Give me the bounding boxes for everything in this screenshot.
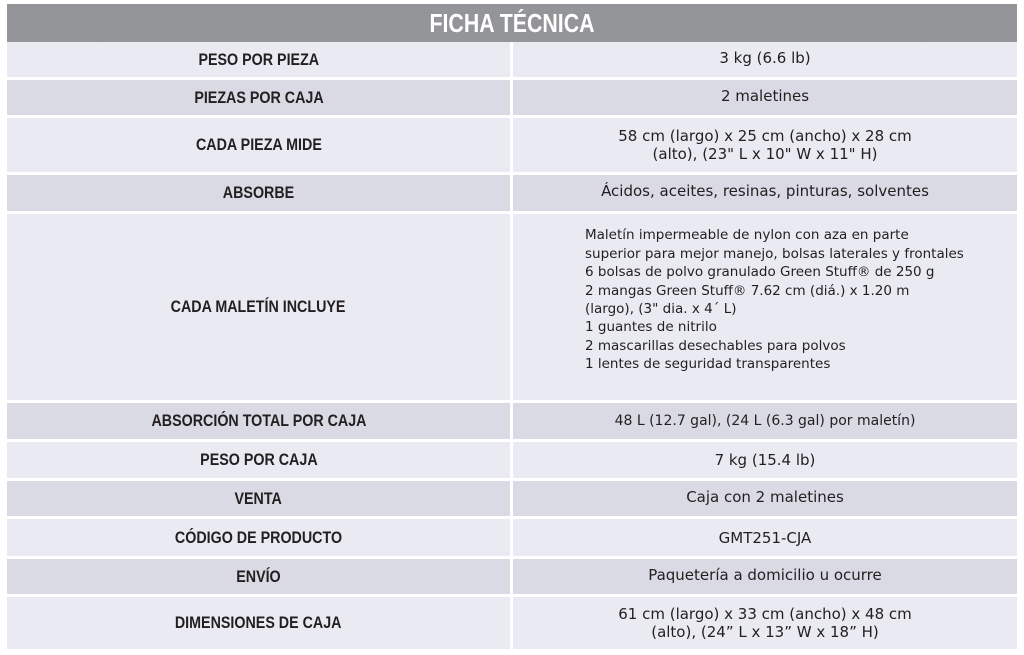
- row-label: PESO POR CAJA: [7, 442, 513, 478]
- row-label: VENTA: [7, 481, 513, 516]
- row-piezas-por-caja: [7, 80, 1017, 118]
- row-label: PESO POR PIEZA: [7, 42, 513, 77]
- row-cada-maletin-incluye: [7, 214, 1017, 403]
- row-codigo-de-producto: [7, 519, 1017, 559]
- row-value: [513, 214, 1017, 400]
- list-item: 6 bolsas de polvo granulado Green Stuff® de 250 g: [585, 264, 935, 281]
- list-item: 2 mascarillas desechables para polvos: [585, 337, 846, 354]
- row-value: 7 kg (15.4 lb): [714, 451, 816, 469]
- sheet-title: FICHA TÉCNICA: [98, 4, 926, 42]
- row-value: 3 kg (6.6 lb): [719, 48, 811, 67]
- row-value: 2 maletines: [720, 86, 810, 105]
- row-venta: [7, 481, 1017, 519]
- row-value: 61 cm (largo) x 33 cm (ancho) x 48 cm (alto), (24” L x 13” W x 18” H): [618, 605, 912, 641]
- row-label: DIMENSIONES DE CAJA: [7, 597, 513, 649]
- row-peso-por-pieza: [7, 42, 1017, 80]
- list-item: 2 mangas Green Stuff® 7.62 cm (diá.) x 1.20 m: [585, 282, 910, 299]
- row-label: ENVÍO: [7, 559, 513, 594]
- row-value: Caja con 2 maletines: [686, 487, 844, 506]
- spec-sheet: [7, 4, 1017, 649]
- row-peso-por-caja: [7, 442, 1017, 481]
- row-value: Paquetería a domicilio u ocurre: [648, 565, 882, 584]
- row-label: CADA MALETÍN INCLUYE: [7, 214, 513, 400]
- row-absorcion-total: [7, 403, 1017, 442]
- title-bar: [7, 4, 1017, 42]
- row-label: ABSORBE: [7, 175, 513, 211]
- row-absorbe: [7, 175, 1017, 214]
- row-value: Ácidos, aceites, resinas, pinturas, solventes: [601, 182, 929, 200]
- row-dimensiones-de-caja: [7, 597, 1017, 649]
- row-value: 48 L (12.7 gal), (24 L (6.3 gal) por maletín): [614, 413, 916, 429]
- row-label: CÓDIGO DE PRODUCTO: [7, 519, 513, 556]
- list-item: 1 lentes de seguridad transparentes: [585, 356, 831, 373]
- row-value: GMT251-CJA: [718, 528, 812, 547]
- row-label: PIEZAS POR CAJA: [7, 80, 513, 115]
- row-label: ABSORCIÓN TOTAL POR CAJA: [7, 403, 513, 439]
- row-label: CADA PIEZA MIDE: [7, 118, 513, 172]
- row-value: 58 cm (largo) x 25 cm (ancho) x 28 cm (alto), (23" L x 10" W x 11" H): [618, 127, 912, 163]
- list-item: (largo), (3" dia. x 4´ L): [585, 301, 737, 317]
- list-item: Maletín impermeable de nylon con aza en parte: [585, 227, 909, 244]
- row-envio: [7, 559, 1017, 597]
- list-item: superior para mejor manejo, bolsas laterales y frontales: [585, 245, 964, 262]
- row-cada-pieza-mide: [7, 118, 1017, 175]
- list-item: 1 guantes de nitrilo: [585, 319, 717, 336]
